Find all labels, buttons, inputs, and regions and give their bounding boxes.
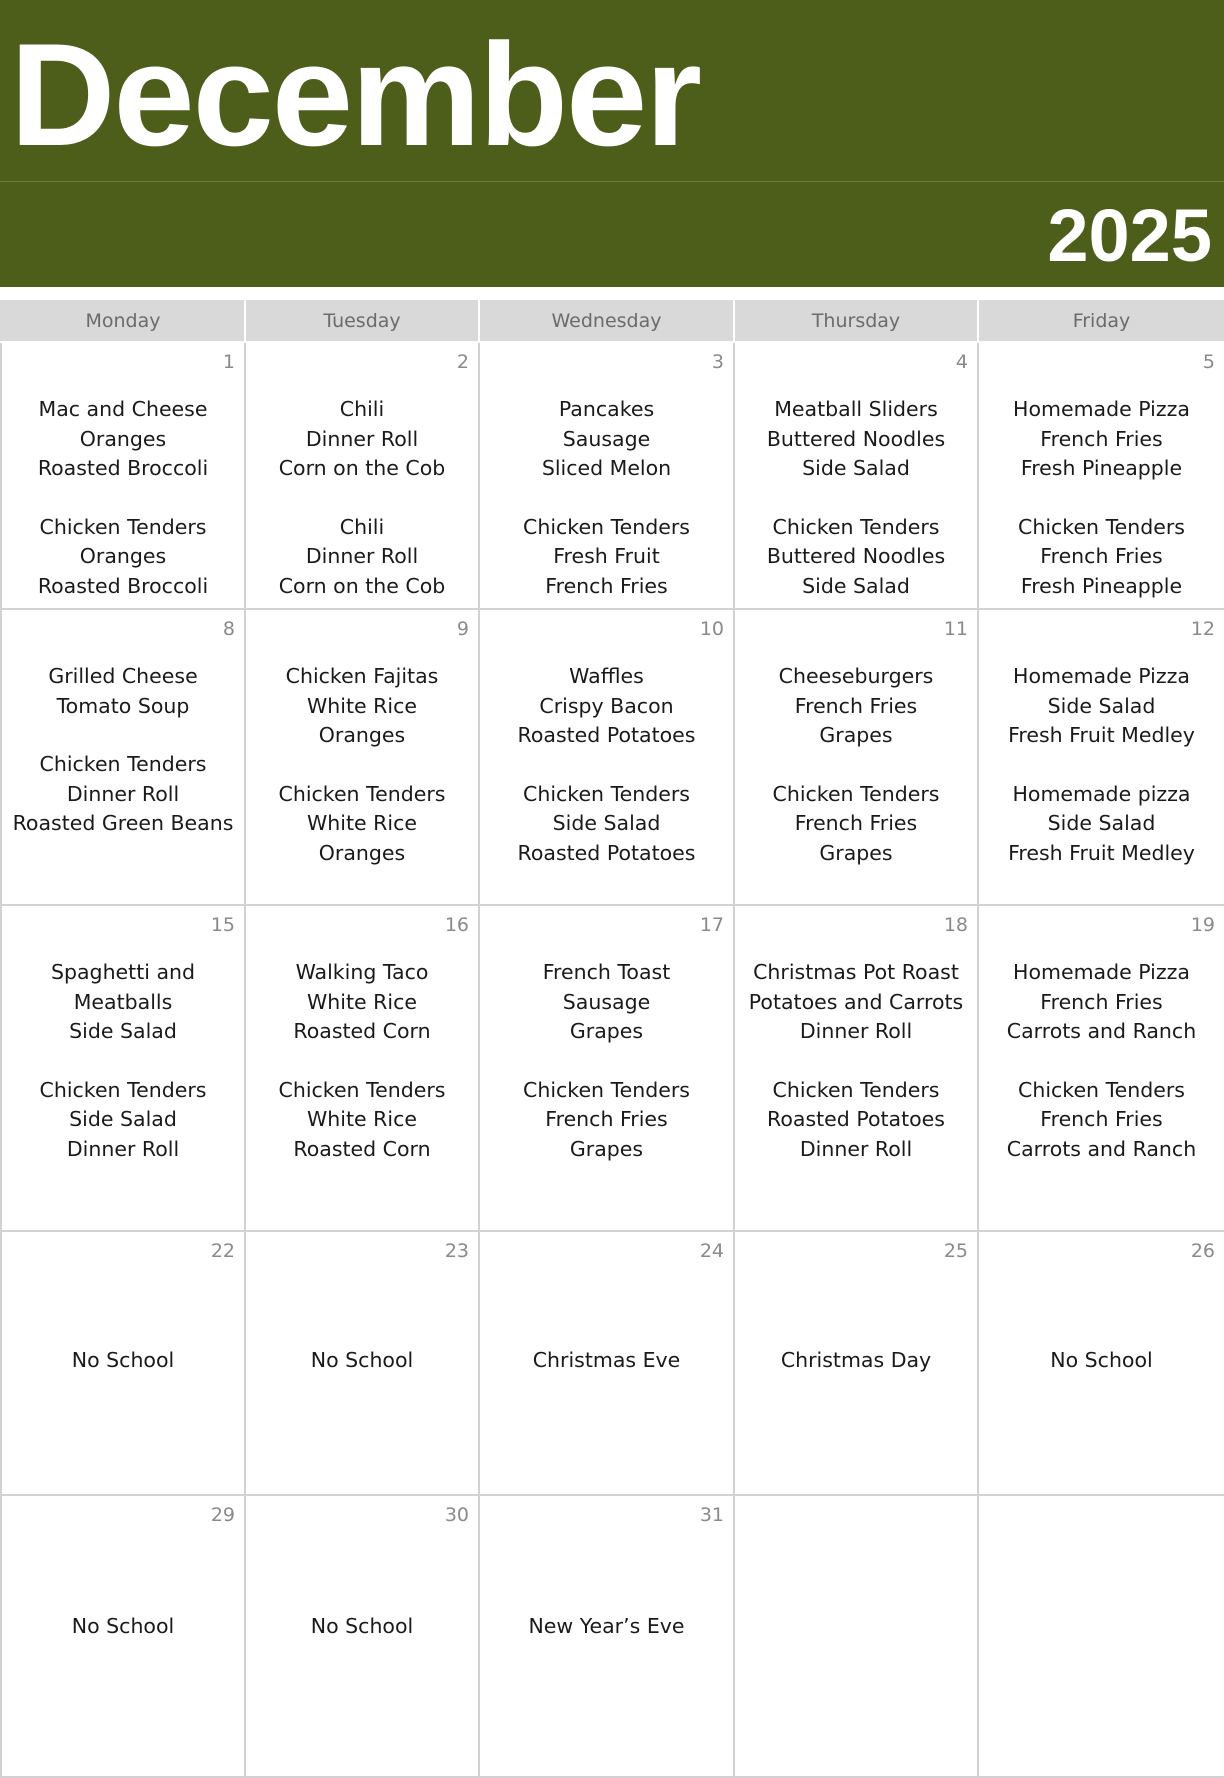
day-number: 26 [1190, 1240, 1215, 1262]
day-note: No School [1050, 1348, 1153, 1372]
menu-item: White Rice [307, 811, 417, 835]
menu-item: Chicken Tenders [278, 781, 446, 806]
menu-spacer [735, 751, 977, 780]
menu-spacer [246, 484, 478, 513]
menu-item: Roasted Broccoli [37, 573, 209, 598]
day-cell [734, 342, 978, 609]
weekday-header-friday: Friday [978, 299, 1224, 342]
menu-item: French Fries [1040, 989, 1163, 1014]
week-row [1, 342, 1224, 609]
menu-item: Fresh Fruit Medley [1008, 723, 1195, 747]
menu-item: Roasted Potatoes [767, 1107, 945, 1131]
menu-item: Chili [339, 397, 385, 421]
menu-items [246, 610, 478, 868]
day-cell [1, 609, 245, 905]
menu-item: Dinner Roll [305, 544, 419, 568]
menu-item: Roasted Green Beans [12, 811, 234, 835]
menu-item: Carrots and Ranch [1006, 1019, 1197, 1043]
menu-items [2, 610, 244, 839]
menu-item: Dinner Roll [66, 781, 180, 806]
weekday-header-row [1, 299, 1224, 342]
menu-items [2, 343, 244, 601]
menu-item: Dinner Roll [799, 1019, 913, 1043]
day-note: No School [71, 1348, 175, 1372]
day-cell [245, 1495, 479, 1777]
day-number: 22 [210, 1240, 235, 1262]
menu-items [246, 343, 478, 601]
day-cell [978, 609, 1224, 905]
menu-item: Side Salad [802, 456, 910, 480]
menu-item: Corn on the Cob [278, 456, 446, 480]
menu-item: Buttered Noodles [766, 426, 946, 451]
day-number: 3 [711, 351, 724, 373]
menu-item: French Fries [545, 573, 668, 598]
weekday-header-thursday: Thursday [734, 299, 978, 342]
menu-item: Roasted Corn [293, 1136, 431, 1161]
day-note: New Year’s Eve [528, 1614, 685, 1638]
menu-spacer [979, 484, 1224, 513]
menu-item: Side Salad [802, 573, 910, 598]
menu-item: Grapes [569, 1136, 644, 1161]
menu-item: White Rice [307, 989, 417, 1014]
header-divider [0, 181, 1224, 182]
menu-spacer [246, 1047, 478, 1076]
menu-item: Potatoes and Carrots [748, 989, 964, 1014]
day-cell [734, 609, 978, 905]
menu-item: Chicken Tenders [278, 1077, 446, 1102]
menu-item: White Rice [307, 1107, 417, 1131]
day-cell [479, 1231, 734, 1495]
day-number: 15 [210, 914, 235, 936]
day-cell [479, 1495, 734, 1777]
menu-item: Chicken Tenders [523, 514, 690, 539]
menu-item: Dinner Roll [799, 1136, 913, 1161]
menu-spacer [2, 1047, 244, 1076]
menu-item: Cheeseburgers [778, 664, 934, 688]
menu-item: Fresh Fruit [553, 544, 660, 568]
menu-item: Oranges [318, 723, 406, 747]
menu-item: Chicken Tenders [39, 1077, 207, 1102]
day-cell [978, 342, 1224, 609]
day-cell [1, 1495, 245, 1777]
day-cell [245, 1231, 479, 1495]
menu-spacer [735, 1047, 977, 1076]
menu-item: Dinner Roll [66, 1136, 180, 1161]
day-number: 8 [222, 618, 235, 640]
menu-item: French Toast [542, 960, 671, 984]
day-number: 11 [943, 618, 968, 640]
day-cell [734, 905, 978, 1231]
day-cell [1, 1231, 245, 1495]
weekday-header-wednesday: Wednesday [479, 299, 734, 342]
day-number: 10 [699, 618, 724, 640]
menu-item: French Fries [794, 693, 918, 718]
menu-item: French Fries [794, 811, 918, 835]
menu-item: Grapes [819, 840, 893, 865]
menu-item: Grilled Cheese [48, 664, 198, 688]
day-number: 4 [955, 351, 968, 373]
calendar-header [0, 0, 1224, 287]
menu-item: Roasted Potatoes [517, 723, 696, 747]
week-row [1, 1495, 1224, 1777]
day-cell [479, 905, 734, 1231]
menu-item: Fresh Pineapple [1020, 573, 1183, 598]
day-number: 29 [210, 1504, 235, 1526]
menu-item: Sliced Melon [541, 456, 672, 480]
menu-item: Homemade Pizza [1013, 664, 1190, 688]
menu-item: Chicken Tenders [1018, 1077, 1185, 1102]
menu-item: French Fries [1040, 426, 1163, 451]
menu-item: Sausage [562, 989, 651, 1014]
menu-item: Side Salad [69, 1019, 177, 1043]
menu-item: French Fries [1040, 544, 1163, 568]
day-cell [978, 905, 1224, 1231]
day-number: 17 [699, 914, 724, 936]
menu-item: Pancakes [558, 397, 655, 421]
menu-spacer [246, 751, 478, 780]
menu-item: Oranges [79, 544, 167, 568]
day-number: 12 [1190, 618, 1215, 640]
day-cell [978, 1231, 1224, 1495]
menu-item: Tomato Soup [56, 693, 190, 718]
day-number: 18 [943, 914, 968, 936]
menu-item: Chicken Fajitas [285, 664, 439, 688]
menu-item: Carrots and Ranch [1006, 1136, 1197, 1161]
menu-item: Meatball Sliders [774, 397, 938, 421]
menu-item: Fresh Pineapple [1020, 456, 1183, 480]
menu-spacer [480, 751, 733, 780]
day-cell [479, 342, 734, 609]
weekday-header-monday: Monday [1, 299, 245, 342]
menu-item: Chicken Tenders [523, 1077, 690, 1102]
menu-item: Chicken Tenders [772, 514, 940, 539]
menu-item: Dinner Roll [305, 426, 419, 451]
menu-items [735, 610, 977, 868]
menu-items [246, 906, 478, 1164]
menu-item: Chicken Tenders [523, 781, 690, 806]
day-note: No School [310, 1614, 414, 1638]
menu-items [480, 906, 733, 1164]
day-cell [978, 1495, 1224, 1777]
menu-item: Roasted Potatoes [517, 840, 696, 865]
menu-item: Chicken Tenders [772, 1077, 940, 1102]
menu-item: Sausage [562, 426, 651, 451]
menu-item: Spaghetti and Meatballs [50, 960, 196, 1014]
day-cell [479, 609, 734, 905]
menu-spacer [979, 751, 1224, 780]
menu-item: Waffles [569, 664, 644, 688]
menu-items [735, 906, 977, 1164]
menu-spacer [979, 1047, 1224, 1076]
menu-item: French Fries [545, 1107, 668, 1131]
calendar-weeks [1, 342, 1224, 1777]
menu-item: Homemade Pizza [1013, 397, 1190, 421]
menu-item: Roasted Broccoli [37, 456, 209, 480]
menu-items [480, 610, 733, 868]
year-title: 2025 [1047, 194, 1212, 277]
day-note: No School [310, 1348, 414, 1372]
menu-spacer [480, 484, 733, 513]
calendar-grid [0, 298, 1224, 1778]
menu-item: Christmas Pot Roast [753, 960, 959, 984]
menu-item: Grapes [819, 723, 893, 747]
menu-spacer [480, 1047, 733, 1076]
menu-item: Homemade Pizza [1013, 960, 1190, 984]
day-number: 24 [699, 1240, 724, 1262]
menu-items [480, 343, 733, 601]
menu-spacer [2, 484, 244, 513]
day-cell [734, 1495, 978, 1777]
menu-items [979, 906, 1224, 1164]
menu-item: Side Salad [552, 811, 661, 835]
menu-item: Walking Taco [295, 960, 429, 984]
menu-item: Chili [339, 514, 385, 539]
week-row [1, 905, 1224, 1231]
month-title: December [10, 13, 701, 176]
calendar-table [0, 298, 1224, 1778]
menu-item: Side Salad [69, 1107, 177, 1131]
day-number: 9 [456, 618, 469, 640]
menu-items [735, 343, 977, 601]
menu-item: Homemade pizza [1012, 781, 1191, 806]
menu-item: French Fries [1040, 1107, 1163, 1131]
menu-item: Chicken Tenders [39, 514, 207, 539]
day-note: Christmas Day [780, 1348, 932, 1372]
menu-item: Buttered Noodles [766, 544, 946, 568]
menu-item: Side Salad [1047, 693, 1156, 718]
menu-spacer [2, 721, 244, 750]
weekday-header-tuesday: Tuesday [245, 299, 479, 342]
day-cell [245, 342, 479, 609]
day-number: 5 [1202, 351, 1215, 373]
day-number: 23 [444, 1240, 469, 1262]
day-cell [245, 905, 479, 1231]
menu-item: Chicken Tenders [39, 752, 207, 776]
day-number: 25 [943, 1240, 968, 1262]
menu-item: Side Salad [1047, 811, 1156, 835]
menu-item: White Rice [307, 693, 417, 718]
menu-spacer [735, 484, 977, 513]
week-row [1, 609, 1224, 905]
menu-item: Chicken Tenders [772, 781, 940, 806]
menu-item: Mac and Cheese [38, 397, 208, 421]
menu-items [979, 343, 1224, 601]
menu-item: Grapes [569, 1019, 644, 1043]
menu-item: Oranges [79, 426, 167, 451]
day-number: 30 [444, 1504, 469, 1526]
day-number: 19 [1190, 914, 1215, 936]
menu-item: Roasted Corn [293, 1019, 431, 1043]
day-cell [1, 342, 245, 609]
menu-item: Crispy Bacon [539, 693, 674, 718]
day-number: 2 [456, 351, 469, 373]
menu-items [2, 906, 244, 1164]
day-cell [1, 905, 245, 1231]
day-number: 31 [699, 1504, 724, 1526]
day-cell [245, 609, 479, 905]
menu-item: Oranges [318, 840, 406, 865]
menu-item: Fresh Fruit Medley [1008, 840, 1195, 865]
menu-item: Chicken Tenders [1018, 514, 1185, 539]
day-note: No School [71, 1614, 175, 1638]
day-number: 1 [222, 351, 235, 373]
menu-item: Corn on the Cob [278, 573, 446, 598]
day-note: Christmas Eve [532, 1348, 681, 1372]
day-number: 16 [444, 914, 469, 936]
menu-items [979, 610, 1224, 868]
day-cell [734, 1231, 978, 1495]
week-row [1, 1231, 1224, 1495]
